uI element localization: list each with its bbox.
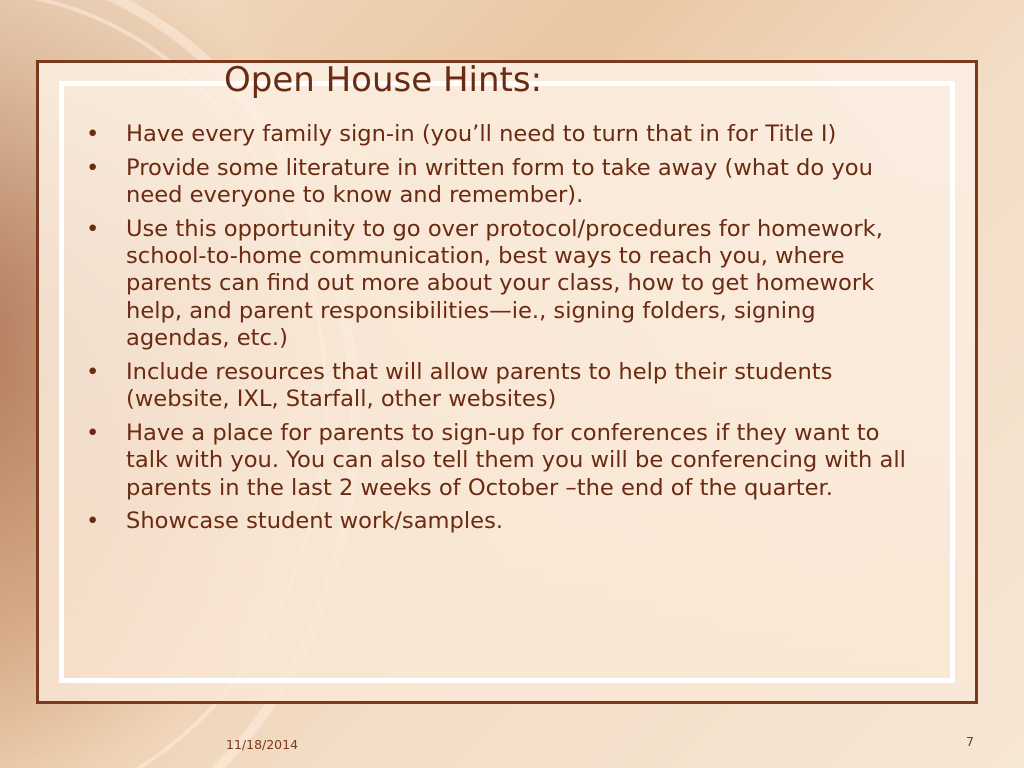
slide-title: Open House Hints: (224, 60, 543, 100)
bullet-marker: • (86, 419, 100, 446)
bullet-text: Showcase student work/samples. (126, 508, 504, 535)
bullet-marker: • (86, 121, 100, 147)
bullet-marker: • (86, 154, 100, 181)
bullet-text: Include resources that will allow parents to help their students (website, IXL, Starfall, other websites) (126, 358, 833, 413)
bullet-text: Provide some literature in written form to take away (what do you need everyone to know and remember). (126, 154, 873, 209)
bullet-item-resources (86, 359, 916, 414)
bullet-text: Use this opportunity to go over protocol/procedures for homework, school-to-home communication, best ways to reach you, where parents can find out more about your class, how to get homework help, and parent responsibilities—ie., signing folders, signing agendas, etc.) (126, 215, 883, 352)
bullet-item-showcase (86, 508, 916, 535)
bullet-list (86, 121, 916, 542)
footer-date: 11/18/2014 (226, 737, 299, 752)
bullet-marker: • (86, 358, 100, 385)
bullet-item-literature (86, 155, 916, 210)
bullet-marker: • (86, 508, 100, 535)
bullet-marker: • (86, 215, 100, 242)
page-number: 7 (966, 734, 974, 749)
bullet-item-sign-in (86, 121, 916, 148)
bullet-item-protocol (86, 216, 916, 352)
bullet-text: Have every family sign-in (you’ll need to turn that in for Title I) (126, 121, 837, 147)
bullet-item-conferences (86, 420, 916, 502)
bullet-text: Have a place for parents to sign-up for conferences if they want to talk with you. You can also tell them you will be conferencing with all parents in the last 2 weeks of October –the end of the quarter. (126, 419, 906, 501)
